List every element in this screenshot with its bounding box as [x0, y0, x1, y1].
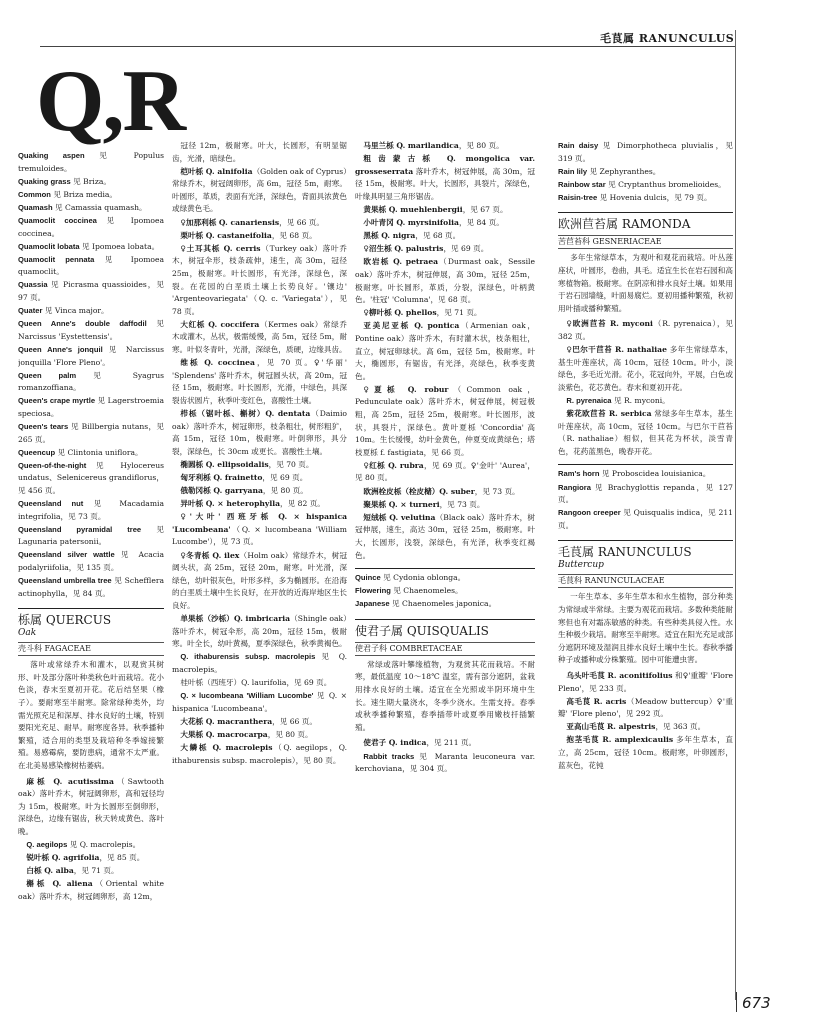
entry-text: ，见 82 页。 — [280, 499, 325, 509]
entry-headword: 亚高山毛茛 R. alpestris — [566, 722, 656, 732]
entry-headword: R. pyrenaica — [566, 396, 612, 405]
entry-headword: Rainbow star — [558, 179, 606, 189]
entry-text: 见 Hovenia dulcis，见 79 页。 — [597, 192, 712, 202]
list-item — [18, 344, 164, 369]
list-item — [18, 176, 164, 189]
entry-headword: Quamash — [18, 202, 53, 212]
right-margin-rule — [735, 30, 736, 1000]
entry-list — [558, 670, 733, 772]
entry-text: （Meadow buttercup）♀'重瓣' 'Flore pleno'，见 292 页。 — [558, 696, 733, 719]
entry-headword: Rain lily — [558, 166, 588, 176]
entry-text: 见 Populus tremuloides。 — [18, 151, 164, 173]
entry-text: 见 Clintonia uniflora。 — [55, 447, 143, 457]
entry-headword: ♀柳叶栎 Q. phellos — [363, 308, 437, 318]
list-item — [18, 447, 164, 460]
entry-text: 见 Cryptanthus bromelioides。 — [605, 179, 726, 189]
list-item — [558, 344, 733, 394]
list-item: 桂叶栎（西班牙）Q. laurifolia，见 69 页。 — [180, 677, 332, 687]
entry-text: 见 Briza。 — [70, 176, 111, 186]
genus-description: 多年生常绿草本，为观叶和观花而栽培。叶丛莲座状，叶圆形，卷曲，具毛。适宜生长在岩石园和高寒植物箱。极耐寒。在阴凉和排水良好土壤。如果用于岩石园墙缝，叶面易腐烂。夏初用播种繁殖，秋初用叶插或播种繁殖。 — [558, 253, 733, 313]
entry-text: 多年生常绿草本，基生叶莲座状，高 10cm，冠径 10cm。叶小，淡绿色，多毛近光滑。花小，花冠向外，平展，白色或淡紫色，花芯黄色。春末和夏初开花。 — [558, 345, 733, 392]
list-item — [355, 460, 535, 485]
entry-text: 见 R. myconi。 — [611, 396, 670, 405]
list-item — [355, 153, 535, 203]
list-item — [172, 651, 347, 676]
entry-text: ，见 68 页。 — [415, 231, 461, 241]
entry-headword: Queen's tears — [18, 421, 69, 431]
list-item — [558, 734, 733, 772]
entry-text: ，见 67 页。 — [462, 204, 508, 214]
entry-text: ，见 70 页。 — [268, 459, 314, 469]
list-item — [355, 486, 535, 499]
list-item — [558, 408, 733, 458]
entry-text: （Q. × lucombeana 'William Lucombe'），见 73 页。 — [172, 524, 347, 547]
list-item — [18, 370, 164, 395]
entry-text: 见 Maranta leuconeura var. kerchoviana，见 304 页。 — [355, 751, 535, 774]
column-2 — [172, 140, 347, 1016]
entry-headword: 使君子 Q. indica — [363, 738, 427, 748]
entry-list — [558, 140, 733, 204]
entry-headword: Queensland nut — [18, 499, 84, 509]
entry-text: 见 Chaenomeles。 — [390, 586, 463, 596]
entry-headword: 槲栎 Q. aliena — [26, 879, 93, 889]
entry-text: ，见 80 页。 — [267, 729, 313, 739]
list-item — [558, 696, 733, 721]
entry-headword: 大鳞栎 Q. macrolepis — [180, 742, 273, 752]
entry-headword: 大果栎 Q. macrocarpa — [180, 729, 268, 739]
list-item — [18, 776, 164, 839]
list-item — [355, 585, 535, 598]
entry-headword: Q. × lucombeana 'William Lucombe' — [180, 691, 314, 701]
entry-text: 见 Acacia podalyriifolia，见 135 页。 — [18, 550, 164, 572]
entry-headword: Quamoclit coccinea — [18, 215, 97, 225]
list-item — [18, 202, 164, 215]
entry-headword: 栉栎（锯叶栎、槲树）Q. dentata — [180, 408, 311, 418]
entry-text: 见 Dimorphotheca pluvialis，见 319 页。 — [558, 141, 733, 163]
entry-list — [355, 737, 535, 775]
entry-headword: ♀加那利栎 Q. canariensis — [180, 217, 280, 227]
entry-headword: ♀巴尔干苣苔 R. nathaliae — [566, 345, 667, 355]
entry-headword: Rangiora — [558, 482, 591, 492]
list-item — [172, 166, 347, 216]
entry-list — [355, 568, 535, 611]
entry-headword: 桤叶栎 Q. alnifolia — [180, 166, 253, 176]
entry-headword: 小叶青冈 Q. myrsinifolia — [363, 218, 459, 228]
genus-description: 落叶或常绿乔木和灌木，以观赏其树形、叶及部分落叶种类秋色叶而栽培。花小色淡，春末至夏初开花。花后结坚果（橡子）。要耐寒至半耐寒。除常绿种类外，均需光照充足和深厚、排水良好的土壤，特别要阳光充足、耐旱。耐寒度各异。秋季播种繁殖，适合用的类型及栽培种冬季嫁接繁殖。易感霉病，要防患病，通常不太严重。在北美易感染橡树枯萎病。 — [18, 660, 164, 771]
list-item — [558, 721, 733, 734]
entry-headword: Japanese — [355, 599, 390, 609]
entry-text: （Kermes oak）常绿乔木或灌木，丛状，极需缓慢，高 5m，冠径 5m，耐寒。叶似冬青叶，光滑，深绿色，质硬，边缘具齿。 — [172, 319, 347, 354]
entry-headword: Queen's crape myrtle — [18, 396, 96, 406]
list-item — [172, 357, 347, 407]
genus-block-quercus — [18, 608, 164, 656]
list-item — [18, 254, 164, 279]
list-item — [18, 839, 164, 852]
header-rule — [40, 46, 735, 47]
entry-text: 见 Narcissus jonquilla 'Flore Pleno'。 — [18, 344, 164, 367]
entry-text: ，见 69 页。 — [262, 472, 308, 482]
genus-family: 毛茛科 RANUNCULACEAE — [558, 574, 733, 588]
entry-text: ，见 71 页。 — [73, 866, 119, 876]
list-item — [558, 670, 733, 695]
entry-text: 见 Narcissus 'Eystettensis'。 — [18, 319, 164, 341]
list-item — [18, 215, 164, 240]
list-item — [558, 318, 733, 343]
entry-text: 见 Syagrus romanzoffiana。 — [18, 370, 164, 393]
genus-title: 使君子属 QUISQUALIS — [355, 623, 489, 638]
entry-text: 见 Quisqualis indica，见 211 页。 — [558, 508, 733, 530]
entry-headword: Flowering — [355, 586, 391, 596]
entry-headword: 麻栎 Q. acutissima — [26, 776, 114, 786]
entry-headword: 高毛茛 R. acris — [566, 696, 627, 706]
entry-text: 见 Q. × hispanica 'Lucombeana'。 — [172, 691, 347, 713]
entry-text: ，见 85 页。 — [99, 853, 145, 863]
genus-title: 欧洲苣苔属 RAMONDA — [558, 217, 691, 232]
entry-text: （Sawtooth oak）落叶乔木，树冠阔卵形，高和冠径均为 15m，极耐寒。叶为长圆形至倒卵形，深绿色，边缘有锯齿，秋天转成黄色、落叶晚。 — [18, 776, 164, 836]
entry-headword: 短绒栎 Q. velutina — [363, 512, 436, 522]
entry-text: 见 Briza media。 — [50, 189, 118, 199]
list-item — [172, 319, 347, 357]
list-item — [172, 729, 347, 742]
list-item — [172, 550, 347, 613]
entry-headword: Quaking grass — [18, 176, 71, 186]
list-item — [18, 241, 164, 254]
entry-text: （Golden oak of Cyprus）常绿乔木，树冠阔卵形，高 6m，冠径 5m，耐寒。叶圆形，革质，表面有光泽，深绿色，背面具浓黄色或绿黄色毛。 — [172, 166, 347, 214]
list-item — [355, 256, 535, 306]
entry-headword: Quaking aspen — [18, 151, 85, 160]
entry-text: 和♀'重瓣' 'Flore Pleno'，见 233 页。 — [558, 671, 733, 693]
entry-text: （Shingle oak）落叶乔木，树冠伞形，高 20m，冠径 15m，极耐寒。叶全长，幼叶黄褐，夏季深绿色，秋季黄褐色。 — [172, 613, 347, 649]
list-item — [172, 243, 347, 319]
list-item — [18, 575, 164, 600]
entry-headword: ♀沼生栎 Q. palustris — [363, 244, 444, 254]
entry-list — [558, 464, 733, 532]
entry-text: ，见 211 页。 — [426, 738, 477, 748]
list-item — [355, 307, 535, 320]
genus-block-ranunculus — [558, 540, 733, 588]
entry-list — [18, 776, 164, 904]
entry-text: 见 Brachyglottis repanda，见 127 页。 — [558, 482, 733, 505]
list-item — [18, 498, 164, 523]
entry-headword: 栗叶栎 Q. castaneifolia — [180, 230, 272, 240]
entry-text: （R. pyrenaica），见 382 页。 — [558, 319, 733, 342]
entry-text: ，见 71 页。 — [436, 308, 482, 318]
list-item — [18, 878, 164, 903]
entry-headword: 维栎 Q. coccinea — [180, 358, 255, 368]
list-item — [18, 421, 164, 446]
entry-text: 见 Chaenomeles japonica。 — [389, 599, 497, 609]
entry-text: （Durmast oak，Sessile oak）落叶乔木，树冠伸展，高 30m，冠径 25m，极耐寒。叶长圆形，革质，分裂，深绿色，叶柄黄色。'柱冠' 'Columna'，见 68 页。 — [355, 257, 535, 305]
entry-headword: Queen palm — [18, 370, 77, 380]
entry-headword: ♀土耳其栎 Q. cerris — [180, 243, 261, 253]
entry-headword: ♀夏栎 Q. robur — [363, 384, 449, 394]
entry-headword: Rain daisy — [558, 141, 599, 150]
list-item — [172, 690, 347, 715]
entry-text: ，见 66 页。 — [279, 217, 324, 227]
entry-headword: 欧岩栎 Q. petraea — [363, 257, 439, 267]
entry-text: ，见 73 页。 — [474, 486, 520, 496]
list-item — [172, 485, 347, 498]
entry-headword: Queen-of-the-night — [18, 460, 87, 470]
column-1 — [18, 150, 164, 1010]
entry-headword: 抱茎毛茛 R. amplexicaulis — [566, 735, 674, 745]
entry-text: ，见 363 页。 — [655, 722, 706, 732]
entry-text: （Daimio oak）落叶乔木，树冠卵形，枝条粗壮，树形粗犷，高 15m，冠径 10m，极耐寒。叶倒卵形，具分裂，深绿色，长 30cm 或更长。喜酸性土壤。 — [172, 408, 347, 456]
list-item — [172, 408, 347, 458]
entry-text: 多年生草本，直立，高 25cm，冠径 10cm。极耐寒，叶卵圆形，蓝灰色，花钝 — [558, 735, 733, 770]
list-item — [558, 395, 733, 408]
entry-text: 见 Hylocereus undatus、Selenicereus grandiflorus，见 456 页。 — [18, 460, 164, 495]
entry-headword: 紫花欧苣苔 R. serbica — [566, 409, 652, 419]
section-letters: Q,R — [36, 53, 184, 150]
entry-text: （Turkey oak）落叶乔木，树冠伞形，枝条疏伸，速生，高 30m，冠径 25m，极耐寒。叶长圆形，有光泽，深绿色，深裂。在花园的白垩质土壤上长势良好。'镶边' 'Argenteovariegata'（Q. c. 'Variegata'），见 78 页。 — [172, 243, 347, 316]
entry-text: 见 Cydonia oblonga。 — [380, 573, 466, 583]
entry-headword: ♀'大叶' 西班牙栎 Q. × hispanica 'Lucombeana' — [172, 512, 347, 534]
list-item — [18, 549, 164, 574]
list-item — [355, 243, 535, 256]
entry-text: 常绿多年生草本，基生叶莲座状，高 10cm，冠径 10cm。与巴尔干苣苔（R. nathaliae）相似，但其花为杯状，淡雪青色，花药蓝黑色，晚春开花。 — [558, 409, 733, 456]
entry-text: ，见 66 页。 — [272, 716, 317, 726]
entry-headword: 粗齿蒙古栎 Q. mongolica var. grosseserrata — [355, 154, 535, 176]
entry-headword: 乌头叶毛茛 R. aconitifolius — [566, 671, 673, 680]
list-item — [18, 279, 164, 304]
list-item — [355, 499, 535, 512]
entry-text: ，见 68 页。 — [271, 230, 317, 240]
entry-text: 见 Proboscidea louisianica。 — [599, 469, 711, 479]
list-item — [18, 318, 164, 343]
list-item — [558, 507, 733, 532]
entry-text: ，见 73 页。 — [439, 499, 485, 509]
list-item — [558, 140, 733, 165]
entry-text: ，见 84 页。 — [458, 218, 504, 228]
entry-headword: Quassia — [18, 280, 48, 290]
entry-headword: Rabbit tracks — [363, 751, 415, 761]
entry-text: 见 Vinca major。 — [42, 306, 109, 316]
entry-text: 见 Lagunaria patersonii。 — [18, 524, 164, 547]
genus-common-name: Oak — [18, 628, 37, 639]
entry-text: （Holm oak）常绿乔木，树冠阔头状，高 25m，冠径 20m，耐寒。叶光滑，深绿色，幼叶银灰色，叶形多样，多为椭圆形。在沿海的白垩质土壤中生长良好，在开放的近海岸地区生长良好。 — [172, 550, 347, 610]
entry-text: （Q. aegilops，Q. ithaburensis subsp. macrolepis），见 80 页。 — [172, 742, 347, 765]
list-item — [355, 737, 535, 750]
entry-headword: Queen Anne's double daffodil — [18, 319, 147, 329]
list-item — [172, 472, 347, 485]
list-item — [558, 166, 733, 179]
list-item — [355, 598, 535, 611]
entry-headword: 黑栎 Q. nigra — [363, 231, 416, 241]
entry-text: 见 Zephyranthes。 — [587, 166, 661, 176]
list-item — [355, 230, 535, 243]
entry-headword: Quater — [18, 306, 43, 316]
list-item — [172, 230, 347, 243]
entry-headword: 马里兰栎 Q. marilandica — [363, 141, 459, 150]
entry-text: ，见 69 页。♀'金叶' 'Aurea'，见 80 页。 — [355, 460, 535, 483]
entry-headword: Queencup — [18, 447, 56, 457]
list-item — [355, 320, 535, 383]
entry-headword: 匈牙利栎 Q. frainetto — [180, 472, 263, 482]
entry-text: 见 Billbergia nutans，见 265 页。 — [18, 421, 164, 444]
list-item — [172, 217, 347, 230]
list-item — [18, 395, 164, 420]
running-header: 毛茛属 RANUNCULUS — [600, 32, 735, 45]
entry-text: （Armenian oak，Pontine oak）落叶乔木，有时灌木状，枝条粗壮，直立，树冠卵球状。高 6m，冠径 5m，极耐寒。叶大，椭圆形，有锯齿，有光泽，亮绿色，秋季变黄色。 — [355, 321, 535, 381]
list-item — [18, 305, 164, 318]
entry-headword: Rangoon creeper — [558, 508, 621, 518]
entry-list — [558, 318, 733, 458]
entry-headword: 单果栎（沙栎）Q. imbricaria — [180, 613, 291, 623]
list-item — [18, 189, 164, 202]
list-item — [18, 524, 164, 549]
list-item — [355, 217, 535, 230]
column-4 — [558, 140, 733, 1010]
entry-text: 见 Ipomoea lobata。 — [79, 241, 160, 251]
entry-headword: ♀冬青栎 Q. ilex — [180, 550, 240, 560]
entry-text: ，见 69 页。 — [443, 244, 489, 254]
entry-text: ，见 70 页。♀'华丽' 'Splendens' 落叶乔木，树冠圆头状，高 20m，冠径 15m，极耐寒。叶长圆形，光滑，中绿色，具深裂齿状圆片，秋季叶变红色，喜酸性土壤。 — [172, 358, 347, 405]
list-item — [355, 751, 535, 776]
genus-common-name: Buttercup — [558, 560, 604, 571]
list-item — [355, 140, 535, 153]
entry-headword: Queen Anne's jonquil — [18, 344, 103, 354]
list-item — [18, 865, 164, 878]
genus-block-quisqualis — [355, 619, 535, 656]
entry-headword: Quamoclit pennata — [18, 254, 95, 264]
entry-headword: Quamoclit lobata — [18, 241, 80, 251]
entry-headword: 大红栎 Q. coccifera — [180, 319, 260, 329]
list-item — [172, 511, 347, 549]
list-item — [558, 482, 733, 507]
list-item — [172, 613, 347, 651]
list-item — [355, 572, 535, 585]
genus-description: 常绿或落叶攀缘植物，为观赏其花而栽培。不耐寒，最低温度 10～18℃ 温室，需有部分遮阴，盆栽用排水良好的土壤。适宜在全光照或半阴环境中生长。速生期大量浇水，冬季少浇水。生需支持。春季或秋季播种繁殖，春季插带叶或夏季用嫩枝扦插繁殖。 — [355, 659, 535, 732]
genus-title: 栎属 QUERCUS — [18, 613, 112, 628]
list-item — [172, 498, 347, 511]
page-number-tick — [736, 992, 740, 1012]
entry-list — [18, 150, 164, 600]
entry-text: 见 Ipomoea coccinea。 — [18, 215, 164, 238]
entry-headword: Queensland umbrella tree — [18, 576, 112, 586]
entry-headword: Queensland pyramidal tree — [18, 524, 142, 534]
entry-text: 见 Camassia quamash。 — [52, 202, 147, 212]
entry-headword: 亚美尼亚栎 Q. pontica — [363, 321, 460, 331]
list-item: 冠径 12m，极耐寒。叶大，长圆形，有明显锯齿，光滑，暗绿色。 — [172, 141, 347, 163]
entry-headword: Queensland silver wattle — [18, 550, 115, 560]
list-item — [18, 852, 164, 865]
entry-text: 落叶乔木，树冠伸展，高 30m，冠径 15m，极耐寒。叶大，长圆形，具裂片，深绿色，叶缘具明显三角形锯齿。 — [355, 166, 535, 201]
column-3 — [355, 140, 535, 980]
entry-headword: Q. ithaburensis subsp. macrolepis — [180, 652, 316, 662]
entry-text: （Black oak）落叶乔木，树冠伸展，速生，高达 30m，冠径 25m，极耐寒。叶大，长圆形，浅裂，深绿色，有光泽，秋季变红褐色。 — [355, 512, 535, 560]
entry-text: 见 Picrasma quassioides，见 97 页。 — [18, 280, 164, 303]
entry-headword: 锐叶栎 Q. agrifolia — [26, 853, 100, 863]
list-item — [558, 192, 733, 205]
entry-headword: Q. aegilops — [26, 840, 68, 850]
genus-title: 毛茛属 RANUNCULUS — [558, 545, 692, 560]
list-item — [558, 468, 733, 481]
entry-text: 见 Schefflera actinophylla，见 84 页。 — [18, 576, 164, 598]
entry-text: 见 Q. macrolepis。 — [67, 840, 141, 850]
genus-family: 苦苣苔科 GESNERIACEAE — [558, 235, 733, 249]
entry-headword: 黄果栎 Q. muehlenbergii — [363, 204, 463, 214]
entry-headword: ♀欧洲苣苔 R. myconi — [566, 319, 653, 329]
entry-text: 见 Macadamia integrifolia，见 73 页。 — [18, 499, 164, 521]
page-number: 673 — [742, 994, 771, 1012]
list-item — [18, 460, 164, 498]
genus-family: 壳斗科 FAGACEAE — [18, 642, 164, 656]
genus-family: 使君子科 COMBRETACEAE — [355, 642, 535, 656]
genus-description: 一年生草本、多年生草本和水生植物，部分种类为常绿或半常绿。主要为观花而栽培。多数种类能耐寒但也有对霜冻敏感的种类。有些种类具侵入性。水生种极少栽培。耐寒至半耐寒。适宜在阳光充足或部分遮阴环境及湿润且排水良好土壤中生长。春秋季播种子或播种或分株繁殖。园中可能遭虫害。 — [558, 592, 733, 665]
list-item — [172, 716, 347, 729]
entry-headword: Common — [18, 189, 51, 199]
entry-text: 见 Lagerstroemia speciosa。 — [18, 396, 164, 418]
entry-list — [355, 140, 535, 562]
entry-headword: 大花栎 Q. macranthera — [180, 716, 273, 726]
entry-headword: 聚果栎 Q. × turneri — [363, 499, 440, 509]
list-item — [172, 742, 347, 767]
entry-headword: 异叶栎 Q. × heterophylla — [180, 499, 281, 509]
entry-text: ，见 80 页。 — [262, 486, 308, 496]
list-item — [172, 459, 347, 472]
list-item — [355, 384, 535, 460]
entry-list — [172, 140, 347, 767]
entry-headword: Ram's horn — [558, 469, 600, 479]
list-item — [355, 512, 535, 562]
entry-text: （Oriental white oak）落叶乔木，树冠阔卵形，高 12m， — [18, 879, 164, 901]
entry-text: ，见 80 页。 — [458, 141, 504, 150]
entry-headword: ♀红栎 Q. rubra — [363, 460, 424, 470]
entry-headword: 椭圆栎 Q. ellipsoidalis — [180, 459, 269, 469]
entry-headword: Quince — [355, 573, 381, 583]
entry-text: 见 Q. macrolepis。 — [172, 652, 347, 674]
entry-headword: 俄勒冈栎 Q. garryana — [180, 486, 263, 496]
list-item — [558, 179, 733, 192]
entry-text: 见 Ipomoea quamoclit。 — [18, 254, 164, 277]
genus-block-ramonda — [558, 212, 733, 249]
list-item — [18, 150, 164, 175]
entry-text: （Common oak，Pedunculate oak）落叶乔木，树冠伸展，树冠极粗，高 25m，冠径 25m，极耐寒。叶长圆形，波状，具裂片，深绿色。黄叶夏栎 'Concordia' 高 10m。生长缓慢，幼叶金黄色，仲夏变成黄绿色；塔枝夏栎 f. fastigiata，见 66 页。 — [355, 384, 535, 457]
entry-headword: Raisin-tree — [558, 192, 598, 202]
entry-headword: 白栎 Q. alba — [26, 866, 74, 876]
list-item — [355, 204, 535, 217]
entry-headword: 欧洲栓皮栎（栓皮槠）Q. suber — [363, 486, 475, 496]
